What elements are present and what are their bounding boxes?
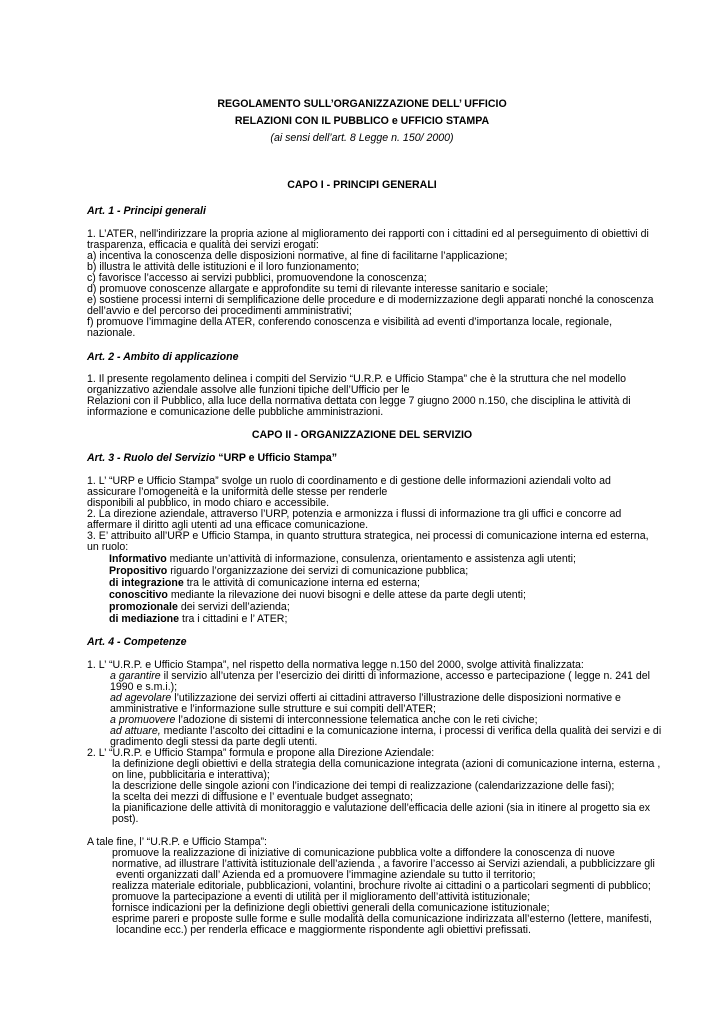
role-text: mediante la rilevazione dei nuovi bisogni e delle attese da parte degli utenti; [167, 589, 526, 601]
art-1-line: 1. L’ATER, nell'indirizzare la propria azione al miglioramento dei rapporti con i cittadini ed al perseguimento di obiettivi di [87, 228, 649, 240]
role-item [109, 566, 468, 577]
document-subtitle: (ai sensi dell’art. 8 Legge n. 150/ 2000) [270, 132, 454, 144]
art-2-line: Relazioni con il Pubblico, alla luce della normativa dettata con legge 7 giugno 2000 n.150, che disciplina le attività di [87, 395, 631, 407]
role-text: riguardo l’organizzazione dei servizi di comunicazione pubblica; [167, 565, 469, 577]
art-3-line: affermare il diritto agli utenti ad una efficace comunicazione. [87, 519, 369, 531]
role-text: tra i cittadini e l’ ATER; [179, 613, 288, 625]
art-4-task-item: fornisce indicazioni per la definizione degli obiettivi generali della comunicazione istituzionale; [112, 902, 550, 914]
role-item [109, 578, 420, 589]
art-4-heading: Art. 4 - Competenze [87, 636, 187, 648]
art-4-item-verb: ad agevolare [110, 692, 172, 704]
role-term: promozionale [109, 601, 178, 613]
art-4-task-item: realizza materiale editoriale, pubblicazioni, volantini, brochure rivolte ai cittadini o a particolari segmenti di pubblico; [112, 880, 651, 892]
role-term: di mediazione [109, 613, 180, 625]
art-3-line: un ruolo: [87, 541, 129, 553]
art-2-line: organizzativo aziendale assolve alle funzioni tipiche dell’Ufficio per le [87, 384, 410, 396]
art-4-task-item: normative, ad illustrare l’attività istituzionale dell’azienda , a favorire l’accesso ai Servizi aziendali, a pubblicizzare gli [112, 858, 655, 870]
art-4-item-text: l’adozione di sistemi di interconnessione telematica anche con le reti civiche; [175, 714, 538, 726]
role-term: di integrazione [109, 577, 184, 589]
art-3-line: 3. E’ attribuito all’URP e Ufficio Stampa, in quanto struttura strategica, nei processi di comunicazione interna ed esterna, [87, 530, 649, 542]
art-4-item-text: il servizio all’utenza per l’esercizio dei diritti di informazione, accesso e partecipazione ( legge n. 241 del [160, 670, 650, 682]
art-4-item-text: 1990 e s.m.i.); [110, 681, 178, 693]
art-4-item-text: mediante l’ascolto dei cittadini e la comunicazione interna, i processi di verifica della qualità dei servizi e di [160, 725, 662, 737]
art-4-item-text: amministrative e l’informazione sulle strutture e sui compiti dell’ATER; [110, 703, 436, 715]
art-3-line: 2. La direzione aziendale, attraverso l’URP, potenzia e armonizza i flussi di informazione tra gli uffici e concorre ad [87, 508, 622, 520]
art-1-line: nazionale. [87, 327, 136, 339]
art-3-heading-service: “URP e Ufficio Stampa” [215, 452, 337, 464]
role-text: mediante un’attività di informazione, consulenza, orientamento e assistenza agli utenti; [166, 553, 576, 565]
art-4-proposal-item: post). [112, 813, 139, 825]
art-1-heading: Art. 1 - Principi generali [87, 205, 206, 217]
art-4-task-item: esprime pareri e proposte sulle forme e sulle modalità della comunicazione indirizzata all’esterno (lettere, manifesti, [112, 913, 652, 925]
art-1-item-a: a) incentiva la conoscenza delle disposizioni normative, al fine di facilitarne l’applicazione; [87, 250, 508, 262]
art-4-task-item: locandine ecc.) per renderla efficace e maggiormente rispondente agli obiettivi prefissati. [116, 924, 531, 936]
document-title-line-1: REGOLAMENTO SULL’ORGANIZZAZIONE DELL’ UFFICIO [217, 98, 507, 110]
art-2-line: informazione e comunicazione delle pubbliche amministrazioni. [87, 406, 384, 418]
art-4-intro-3: A tale fine, l’ “U.R.P. e Ufficio Stampa”: [87, 836, 267, 848]
role-term: conoscitivo [109, 589, 168, 601]
art-1-item-e: e) sostiene processi interni di semplificazione delle procedure e di modernizzazione degli apparati nonché la conoscenza [87, 294, 654, 306]
art-4-intro-2: 2. L’ “U.R.P. e Ufficio Stampa” formula e propone alla Direzione Aziendale: [87, 747, 435, 759]
role-term: Informativo [109, 553, 167, 565]
art-4-item-verb: a garantire [110, 670, 161, 682]
role-text: dei servizi dell’azienda; [177, 601, 290, 613]
art-1-line: dell’avvio e del percorso dei procedimenti amministrativi; [87, 305, 352, 317]
art-3-heading [87, 453, 337, 464]
art-1-line: trasparenza, efficacia e qualità dei servizi erogati: [87, 239, 319, 251]
art-1-item-d: d) promuove conoscenze allargate e approfondite su temi di rilevante interesse sanitario e sociale; [87, 283, 549, 295]
role-term: Propositivo [109, 565, 168, 577]
art-4-task-item: eventi organizzati dall’ Azienda ed a promuovere l’immagine aziendale su tutto il territorio; [116, 869, 536, 881]
art-1-item-b: b) illustra le attività delle istituzioni e il loro funzionamento; [87, 261, 360, 273]
art-4-proposal-item: on line, pubblicitaria e interattiva); [112, 769, 270, 781]
art-4-intro: 1. L’ “U.R.P. e Ufficio Stampa”, nel rispetto della normativa legge n.150 del 2000, svolge attività finalizzata: [87, 659, 584, 671]
art-3-heading-label: Art. 3 - Ruolo del Servizio [87, 452, 216, 464]
art-4-item-verb: ad attuare, [110, 725, 161, 737]
art-4-item-text: gradimento degli stessi da parte degli utenti. [110, 736, 318, 748]
art-4-proposal-item: la definizione degli obiettivi e della strategia della comunicazione integrata (azioni di comunicazione interna, esterna , [112, 758, 661, 770]
role-text: tra le attività di comunicazione interna ed esterna; [183, 577, 420, 589]
art-4-proposal-item: la scelta dei mezzi di diffusione e l’ eventuale budget assegnato; [112, 791, 413, 803]
art-1-item-c: c) favorisce l’accesso ai servizi pubblici, promuovendone la conoscenza; [87, 272, 427, 284]
role-item [109, 602, 290, 613]
art-3-line: assicurare l’omogeneità e la uniformità delle stesse per renderle [87, 486, 388, 498]
art-2-heading: Art. 2 - Ambito di applicazione [87, 351, 239, 363]
capo-2-heading: CAPO II - ORGANIZZAZIONE DEL SERVIZIO [251, 429, 473, 441]
role-item [109, 614, 287, 625]
art-4-proposal-item: la pianificazione delle attività di monitoraggio e valutazione dell’efficacia delle azioni (sia in itinere al progetto sia ex [112, 802, 651, 814]
art-4-item [110, 671, 650, 682]
art-1-item-f: f) promuove l’immagine della ATER, conferendo conoscenza e visibilità ad eventi d’importanza locale, regionale, [87, 316, 613, 328]
art-4-task-item: promuove la partecipazione a eventi di utilità per il miglioramento dell’attività istituzionale; [112, 891, 531, 903]
art-4-item-verb: a promuovere [110, 714, 176, 726]
art-3-line: 1. L’ “URP e Ufficio Stampa” svolge un ruolo di coordinamento e di gestione delle informazioni aziendali volto ad [87, 475, 611, 487]
capo-1-heading: CAPO I - PRINCIPI GENERALI [287, 179, 437, 191]
art-4-item-text: l’utilizzazione dei servizi offerti ai cittadini attraverso l’illustrazione delle disposizioni normative e [171, 692, 621, 704]
art-3-line: disponibili al pubblico, in modo chiaro e accessibile. [87, 497, 330, 509]
art-2-line: 1. Il presente regolamento delinea i compiti del Servizio “U.R.P. e Ufficio Stampa” che è la struttura che nel modello [87, 373, 626, 385]
document-title-line-2: RELAZIONI CON IL PUBBLICO e UFFICIO STAMPA [234, 115, 490, 127]
art-4-proposal-item: la descrizione delle singole azioni con l’indicazione dei tempi di realizzazione (calendarizzazione delle fasi); [112, 780, 615, 792]
role-item [109, 590, 526, 601]
art-4-task-item: promuove la realizzazione di iniziative di comunicazione pubblica volte a diffondere la conoscenza di nuove [112, 847, 615, 859]
role-item [109, 554, 576, 565]
